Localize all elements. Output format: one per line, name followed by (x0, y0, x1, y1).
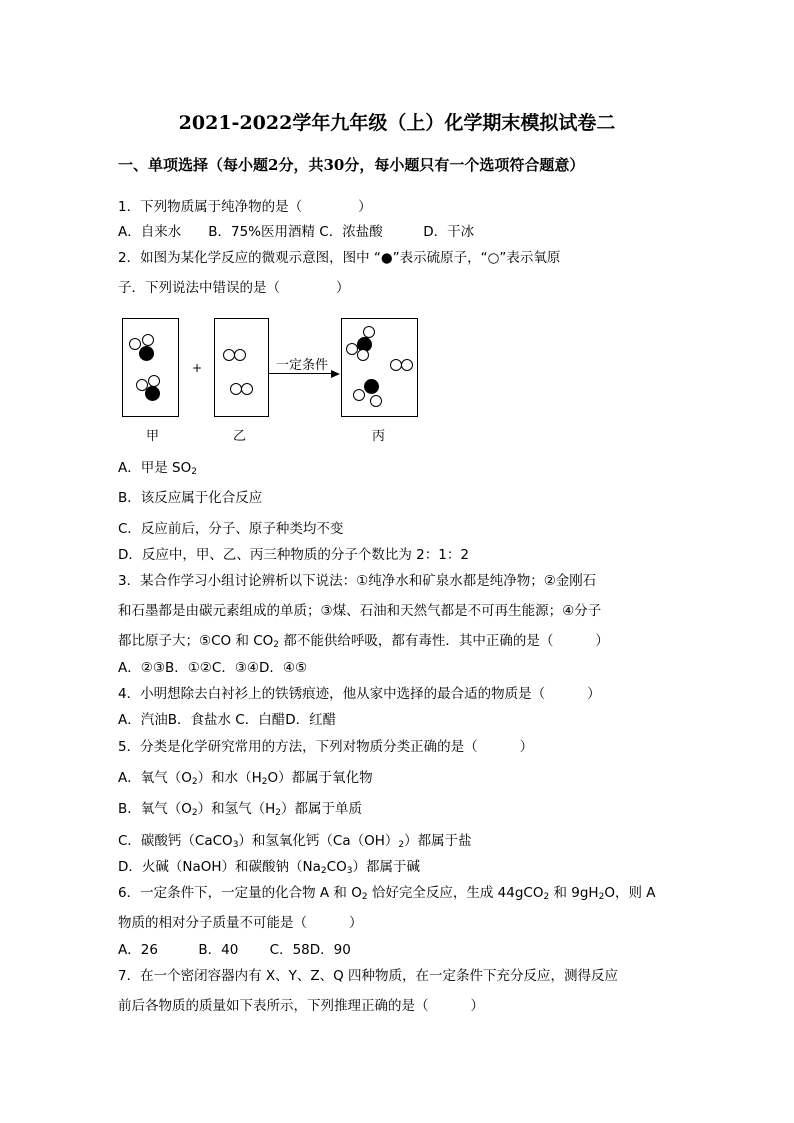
text: CO (326, 859, 347, 875)
text: 6．一定条件下，一定量的化合物 A 和 O (118, 885, 362, 901)
question-5-text: 5．分类是化学研究常用的方法，下列对物质分类正确的是（ (118, 739, 478, 755)
question-2-option-a (118, 459, 197, 477)
oxygen-atom-icon (353, 389, 365, 401)
subscript: 2 (191, 808, 198, 818)
sulfur-atom-icon (139, 346, 154, 361)
box-bing (341, 318, 418, 417)
page-title: 2021-2022学年九年级（上）化学期末模拟试卷二 (178, 112, 616, 134)
subscript: 3 (346, 866, 353, 876)
sulfur-atom-icon (364, 379, 379, 394)
question-2-option-b: B．该反应属于化合反应 (118, 490, 263, 506)
label-jia: 甲 (146, 429, 160, 444)
question-2-stem-line2 (118, 279, 350, 297)
subscript: 2 (320, 866, 327, 876)
question-5-option-a (118, 769, 373, 787)
section-heading: 一、单项选择（每小题2分，共30分，每小题只有一个选项符合题意） (118, 156, 585, 174)
subscript: 2 (191, 777, 198, 787)
box-yi (214, 318, 269, 417)
question-5-close: ） (519, 739, 534, 755)
question-2-close: ） (336, 280, 350, 296)
text: ）和水（H (197, 770, 262, 786)
text: A．氧气（O (118, 770, 192, 786)
question-2-option-d: D．反应中，甲、乙、丙三种物质的分子个数比为 2：1：2 (118, 547, 469, 563)
text: D．火碱（NaOH）和碳酸钠（Na (118, 859, 321, 875)
oxygen-atom-icon (142, 334, 154, 346)
text: ）都属于单质 (281, 801, 363, 817)
text: 恰好完全反应，生成 44gCO (367, 885, 544, 901)
subscript: 3 (232, 840, 239, 850)
question-6-line1 (118, 884, 655, 902)
question-5-stem (118, 738, 533, 756)
oxygen-atom-icon (129, 338, 141, 350)
question-6-options: A．26 B．40 C．58D．90 (118, 942, 351, 958)
oxygen-atom-icon (234, 349, 246, 361)
question-2-text: 子．下列说法中错误的是（ (118, 280, 280, 296)
subscript: 2 (361, 892, 368, 902)
subscript: 2 (273, 640, 280, 650)
question-5-option-b (118, 800, 362, 818)
text: ）都属于盐 (404, 833, 472, 849)
reaction-condition: 一定条件 (276, 358, 329, 373)
question-2-stem-line1: 2．如图为某化学反应的微观示意图，图中 “●”表示硫原子，“○”表示氧原 (118, 250, 561, 266)
question-4-close: ） (587, 686, 601, 702)
subscript: 2 (398, 840, 405, 850)
question-3-options: A．②③B．①②C．③④D．④⑤ (118, 660, 308, 676)
question-1-close: ） (358, 199, 372, 215)
text: 和 9gH (549, 885, 599, 901)
arrow-icon (331, 370, 340, 378)
question-6-text: 物质的相对分子质量不可能是（ (118, 915, 307, 931)
label-yi: 乙 (233, 429, 247, 444)
text: B．氧气（O (118, 801, 192, 817)
question-4-text: 4．小明想除去白衬衫上的铁锈痕迹，他从家中选择的最合适的物质是（ (118, 686, 546, 702)
question-7-line1: 7．在一个密闭容器内有 X、Y、Z、Q 四种物质，在一定条件下充分反应，测得反应 (118, 968, 619, 984)
question-7-text: 前后各物质的质量如下表所示，下列推理正确的是（ (118, 998, 429, 1014)
question-1-text: 1．下列物质属于纯净物的是（ (118, 199, 303, 215)
box-jia (122, 318, 179, 417)
question-7-line2 (118, 997, 484, 1015)
question-3-close: ） (595, 633, 609, 649)
question-3-text-b: 都不能供给呼吸，都有毒性．其中正确的是（ (279, 633, 554, 649)
question-1-options: A．自来水 B．75%医用酒精 C．浓盐酸 D．干冰 (118, 224, 475, 240)
subscript: 2 (191, 467, 197, 477)
question-6-close: ） (349, 915, 363, 931)
subscript: 2 (261, 777, 268, 787)
question-4-options: A．汽油B．食盐水 C．白醋D．红醋 (118, 712, 337, 728)
question-1-stem (118, 198, 372, 216)
text: C．碳酸钙（CaCO (118, 833, 233, 849)
text: ）都属于碱 (352, 859, 420, 875)
subscript: 2 (598, 892, 605, 902)
question-7-close: ） (470, 998, 484, 1014)
arrow-line (268, 373, 332, 374)
text: ）和氢气（H (197, 801, 276, 817)
question-4-stem (118, 685, 601, 703)
question-3-text-a: 都比原子大；⑤CO 和 CO (118, 633, 274, 649)
oxygen-atom-icon (370, 395, 382, 407)
question-6-line2 (118, 914, 363, 932)
question-5-option-c (118, 832, 472, 850)
oxygen-atom-icon (241, 383, 253, 395)
text: O）都属于氧化物 (267, 770, 373, 786)
subscript: 2 (275, 808, 282, 818)
option-a-text: A．甲是 SO (118, 460, 192, 476)
oxygen-atom-icon (401, 359, 413, 371)
subscript: 2 (543, 892, 550, 902)
question-5-option-d (118, 858, 420, 876)
sulfur-atom-icon (145, 386, 160, 401)
question-2-option-c: C．反应前后，分子、原子种类均不变 (118, 521, 344, 537)
label-bing: 丙 (372, 429, 386, 444)
text: O，则 A (604, 885, 656, 901)
question-3-line3 (118, 632, 609, 650)
plus-sign: + (192, 361, 203, 375)
oxygen-atom-icon (357, 349, 369, 361)
question-3-line1: 3．某合作学习小组讨论辨析以下说法：①纯净水和矿泉水都是纯净物；②金刚石 (118, 573, 597, 589)
text: ）和氢氧化钙（Ca（OH） (238, 833, 399, 849)
question-3-line2: 和石墨都是由碳元素组成的单质；③煤、石油和天然气都是不可再生能源；④分子 (118, 603, 602, 619)
